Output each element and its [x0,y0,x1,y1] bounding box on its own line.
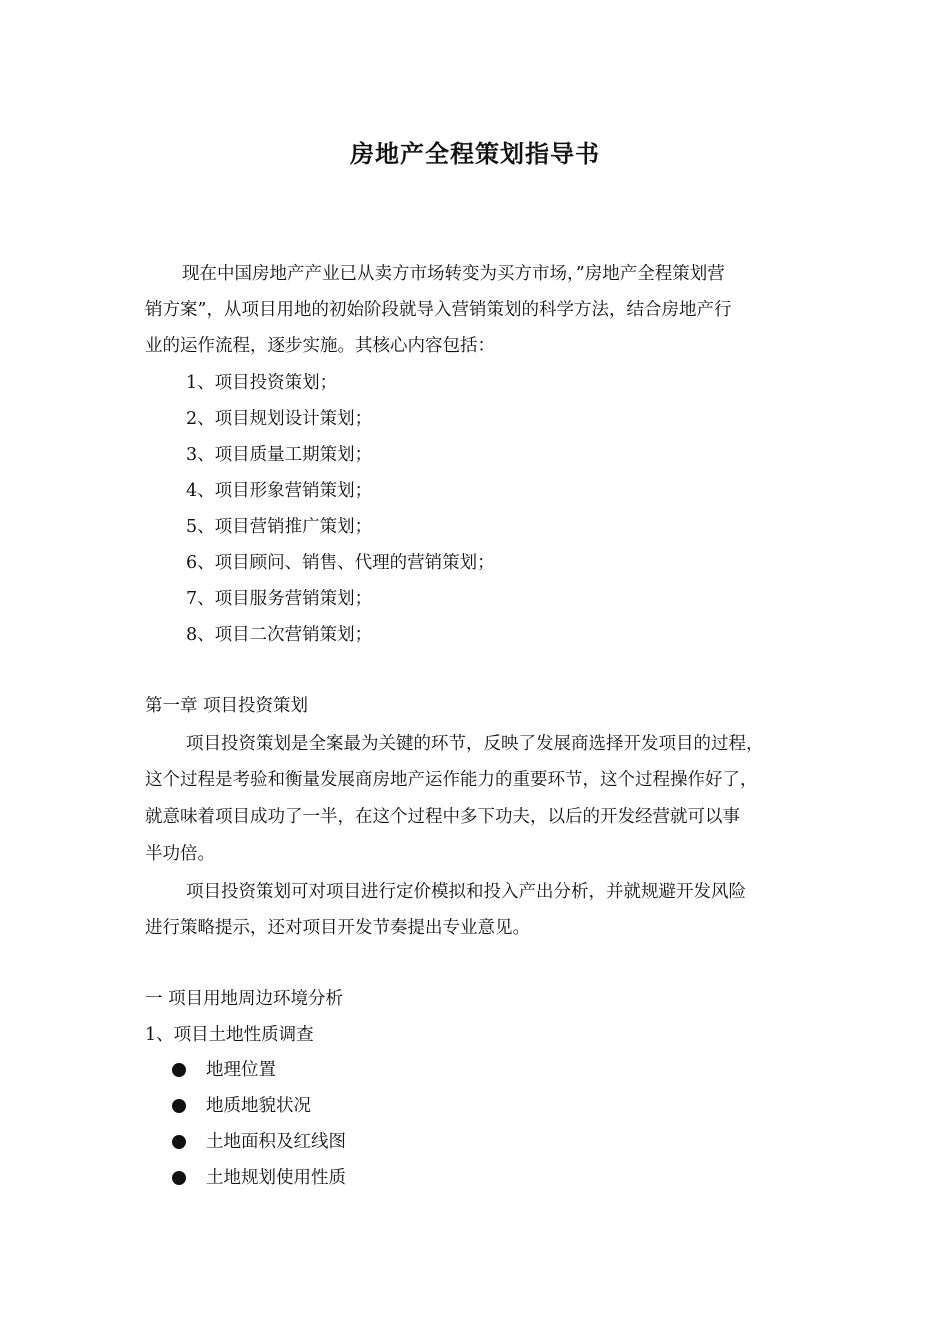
chapter-paragraph-line: 进行策略提示，还对项目开发节奏提出专业意见。 [145,918,530,938]
chapter-paragraph-line: 项目投资策划是全案最为关键的环节，反映了发展商选择开发项目的过程， [186,734,764,754]
intro-line: 业的运作流程，逐步实施。其核心内容包括： [145,336,495,356]
bullet-item: 土地规划使用性质 [206,1168,346,1188]
core-item: 2、项目规划设计策划； [186,409,373,429]
core-item: 6、项目顾问、销售、代理的营销策划； [186,553,495,573]
chapter-paragraph-line: 这个过程是考验和衡量发展商房地产运作能力的重要环节，这个过程操作好了， [145,770,758,790]
bullet-dot-icon [172,1063,186,1077]
bullet-dot-icon [172,1135,186,1149]
subsection-heading: 1、项目土地性质调查 [145,1025,314,1045]
intro-line: 现在中国房地产产业已从卖方市场转变为买方市场，”房地产全程策划营 [182,264,725,284]
core-item: 8、项目二次营销策划； [186,625,373,645]
core-item: 7、项目服务营销策划； [186,589,373,609]
chapter-heading: 第一章 项目投资策划 [145,696,309,716]
core-item: 5、项目营销推广策划； [186,517,373,537]
bullet-dot-icon [172,1171,186,1185]
section-heading: 一 项目用地周边环境分析 [145,989,344,1009]
core-item: 3、项目质量工期策划； [186,445,373,465]
core-item: 1、项目投资策划； [186,373,338,393]
chapter-paragraph-line: 半功倍。 [145,844,215,864]
document-title: 房地产全程策划指导书 [350,140,600,168]
bullet-dot-icon [172,1099,186,1113]
bullet-item: 地理位置 [206,1060,276,1080]
intro-line: 销方案”，从项目用地的初始阶段就导入营销策划的科学方法，结合房地产行 [145,300,732,320]
chapter-paragraph-line: 项目投资策划可对项目进行定价模拟和投入产出分析，并就规避开发风险 [186,882,746,902]
chapter-paragraph-line: 就意味着项目成功了一半，在这个过程中多下功夫，以后的开发经营就可以事 [145,807,740,827]
bullet-item: 地质地貌状况 [206,1096,311,1116]
bullet-item: 土地面积及红线图 [206,1132,346,1152]
core-item: 4、项目形象营销策划； [186,481,373,501]
